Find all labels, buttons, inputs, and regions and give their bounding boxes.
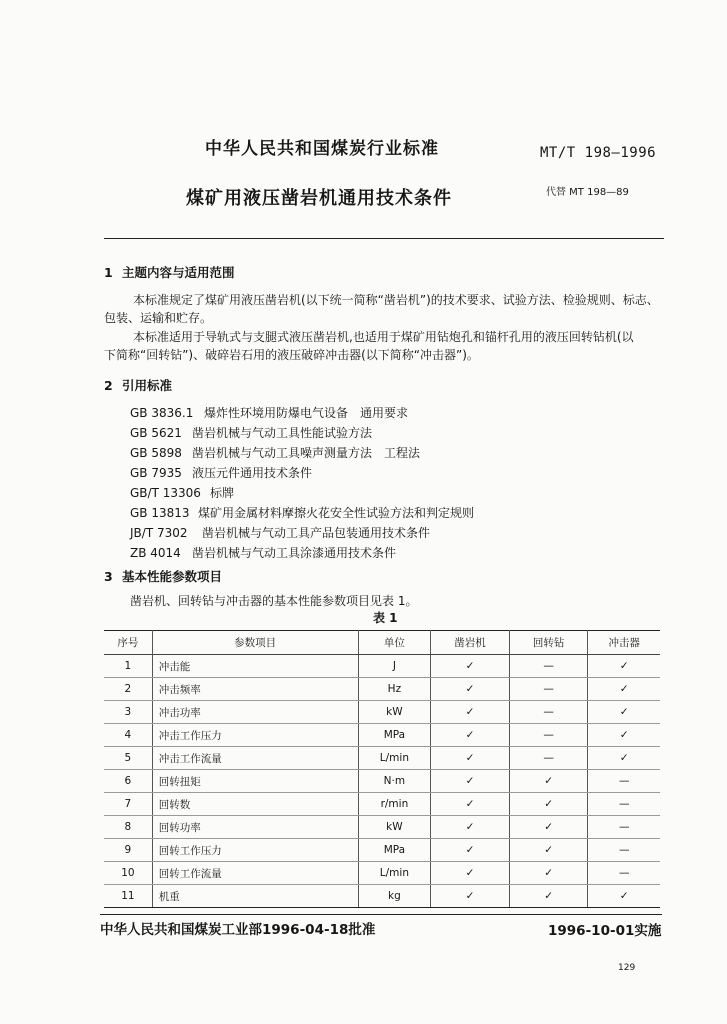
unit-cell: kW xyxy=(358,816,431,839)
table-row xyxy=(104,770,660,793)
table-row xyxy=(104,839,660,862)
table-row xyxy=(104,793,660,816)
table-row xyxy=(104,816,660,839)
document-title: 煤矿用液压凿岩机通用技术条件 xyxy=(186,188,452,209)
unit-cell: Hz xyxy=(358,678,431,701)
page-number: 129 xyxy=(618,963,636,973)
impactor-cell: ✓ xyxy=(588,655,660,678)
unit-cell: J xyxy=(358,655,431,678)
parameter-name-cell: 回转扭矩 xyxy=(152,770,358,793)
row-number-cell: 6 xyxy=(104,770,152,793)
reference-item xyxy=(130,524,430,541)
reference-title: 煤矿用金属材料摩擦火花安全性试验方法和判定规则 xyxy=(198,506,475,520)
reference-title: 液压元件通用技术条件 xyxy=(192,466,313,480)
parameter-name-cell: 回转功率 xyxy=(152,816,358,839)
section-3-heading xyxy=(104,567,222,585)
row-number-cell: 3 xyxy=(104,701,152,724)
section-number: 2 xyxy=(104,378,113,393)
column-header: 冲击器 xyxy=(588,631,660,655)
unit-cell: L/min xyxy=(358,747,431,770)
parameter-table xyxy=(104,630,660,908)
rotary-drill-cell: ✓ xyxy=(509,885,588,908)
table-caption: 表 1 xyxy=(373,611,398,625)
table-row xyxy=(104,885,660,908)
parameter-name-cell: 冲击频率 xyxy=(152,678,358,701)
row-number-cell: 2 xyxy=(104,678,152,701)
rotary-drill-cell: ✓ xyxy=(509,793,588,816)
impactor-cell: — xyxy=(588,793,660,816)
reference-title: 标牌 xyxy=(210,486,235,500)
reference-code: GB 3836.1 xyxy=(130,406,194,420)
parameter-name-cell: 冲击能 xyxy=(152,655,358,678)
rock-drill-cell: ✓ xyxy=(431,793,510,816)
header-divider xyxy=(104,238,664,239)
table-row xyxy=(104,678,660,701)
parameter-name-cell: 冲击工作流量 xyxy=(152,747,358,770)
rock-drill-cell: ✓ xyxy=(431,816,510,839)
table-row xyxy=(104,862,660,885)
paragraph-line: 包装、运输和贮存。 xyxy=(104,311,213,325)
row-number-cell: 9 xyxy=(104,839,152,862)
impactor-cell: ✓ xyxy=(588,701,660,724)
rotary-drill-cell: ✓ xyxy=(509,839,588,862)
rotary-drill-cell: — xyxy=(509,747,588,770)
rotary-drill-cell: — xyxy=(509,724,588,747)
reference-item xyxy=(130,464,312,481)
table-row xyxy=(104,701,660,724)
paragraph-line: 下简称“回转钻”)、破碎岩石用的液压破碎冲击器(以下简称“冲击器”)。 xyxy=(104,348,479,362)
reference-code: ZB 4014 xyxy=(130,546,181,560)
rock-drill-cell: ✓ xyxy=(431,770,510,793)
reference-item xyxy=(130,544,396,561)
parameter-name-cell: 回转数 xyxy=(152,793,358,816)
parameter-name-cell: 回转工作压力 xyxy=(152,839,358,862)
impactor-cell: — xyxy=(588,816,660,839)
section-number: 3 xyxy=(104,569,113,584)
section-title: 引用标准 xyxy=(122,378,173,393)
row-number-cell: 5 xyxy=(104,747,152,770)
reference-item xyxy=(130,424,372,441)
rock-drill-cell: ✓ xyxy=(431,678,510,701)
impactor-cell: — xyxy=(588,839,660,862)
rock-drill-cell: ✓ xyxy=(431,839,510,862)
column-header: 参数项目 xyxy=(152,631,358,655)
section-2-heading xyxy=(104,376,172,394)
reference-code: GB 7935 xyxy=(130,466,182,480)
reference-item xyxy=(130,404,408,421)
rotary-drill-cell: ✓ xyxy=(509,862,588,885)
column-header: 单位 xyxy=(358,631,431,655)
paragraph-line: 本标准规定了煤矿用液压凿岩机(以下统一简称“凿岩机”)的技术要求、试验方法、检验规则、标志、 xyxy=(133,293,659,307)
section-number: 1 xyxy=(104,265,113,280)
replaces-standard: 代替 MT 198—89 xyxy=(546,187,629,198)
table-row xyxy=(104,747,660,770)
unit-cell: MPa xyxy=(358,839,431,862)
unit-cell: kg xyxy=(358,885,431,908)
reference-code: JB/T 7302 xyxy=(130,526,188,540)
reference-code: GB 5898 xyxy=(130,446,182,460)
rotary-drill-cell: — xyxy=(509,678,588,701)
reference-title: 爆炸性环境用防爆电气设备 通用要求 xyxy=(204,406,409,420)
table-row xyxy=(104,724,660,747)
unit-cell: MPa xyxy=(358,724,431,747)
rotary-drill-cell: ✓ xyxy=(509,770,588,793)
parameter-name-cell: 机重 xyxy=(152,885,358,908)
unit-cell: L/min xyxy=(358,862,431,885)
impactor-cell: ✓ xyxy=(588,678,660,701)
impactor-cell: ✓ xyxy=(588,724,660,747)
column-header: 回转钻 xyxy=(509,631,588,655)
rotary-drill-cell: ✓ xyxy=(509,816,588,839)
issuing-organization: 中华人民共和国煤炭行业标准 xyxy=(205,139,439,159)
reference-title: 凿岩机械与气动工具噪声测量方法 工程法 xyxy=(192,446,421,460)
footer-divider xyxy=(100,914,662,915)
reference-title: 凿岩机械与气动工具性能试验方法 xyxy=(192,426,373,440)
table-row xyxy=(104,655,660,678)
row-number-cell: 11 xyxy=(104,885,152,908)
rock-drill-cell: ✓ xyxy=(431,655,510,678)
section-title: 基本性能参数项目 xyxy=(122,569,223,584)
rock-drill-cell: ✓ xyxy=(431,701,510,724)
column-header: 凿岩机 xyxy=(431,631,510,655)
row-number-cell: 1 xyxy=(104,655,152,678)
impactor-cell: ✓ xyxy=(588,885,660,908)
row-number-cell: 7 xyxy=(104,793,152,816)
unit-cell: r/min xyxy=(358,793,431,816)
standard-number: MT/T 198—1996 xyxy=(540,145,657,161)
row-number-cell: 4 xyxy=(104,724,152,747)
impactor-cell: — xyxy=(588,862,660,885)
parameter-name-cell: 冲击功率 xyxy=(152,701,358,724)
impactor-cell: ✓ xyxy=(588,747,660,770)
reference-item xyxy=(130,484,234,501)
rotary-drill-cell: — xyxy=(509,655,588,678)
reference-item xyxy=(130,444,420,461)
reference-code: GB 5621 xyxy=(130,426,182,440)
parameter-name-cell: 回转工作流量 xyxy=(152,862,358,885)
column-header: 序号 xyxy=(104,631,152,655)
rock-drill-cell: ✓ xyxy=(431,885,510,908)
rotary-drill-cell: — xyxy=(509,701,588,724)
reference-title: 凿岩机械与气动工具产品包装通用技术条件 xyxy=(202,526,431,540)
implementation-date: 1996-10-01实施 xyxy=(548,923,662,939)
section-3-intro: 凿岩机、回转钻与冲击器的基本性能参数项目见表 1。 xyxy=(130,594,418,608)
parameter-name-cell: 冲击工作压力 xyxy=(152,724,358,747)
section-title: 主题内容与适用范围 xyxy=(122,265,235,280)
reference-item xyxy=(130,504,474,521)
unit-cell: N·m xyxy=(358,770,431,793)
reference-code: GB 13813 xyxy=(130,506,190,520)
row-number-cell: 8 xyxy=(104,816,152,839)
rock-drill-cell: ✓ xyxy=(431,862,510,885)
reference-code: GB/T 13306 xyxy=(130,486,201,500)
impactor-cell: — xyxy=(588,770,660,793)
reference-title: 凿岩机械与气动工具涂漆通用技术条件 xyxy=(192,546,397,560)
row-number-cell: 10 xyxy=(104,862,152,885)
rock-drill-cell: ✓ xyxy=(431,724,510,747)
unit-cell: kW xyxy=(358,701,431,724)
paragraph-line: 本标准适用于导轨式与支腿式液压凿岩机,也适用于煤矿用钻炮孔和锚杆孔用的液压回转钻机(以 xyxy=(133,330,634,344)
rock-drill-cell: ✓ xyxy=(431,747,510,770)
section-1-heading xyxy=(104,263,235,281)
approval-line: 中华人民共和国煤炭工业部1996-04-18批准 xyxy=(100,922,376,938)
table-header-row xyxy=(104,631,660,655)
